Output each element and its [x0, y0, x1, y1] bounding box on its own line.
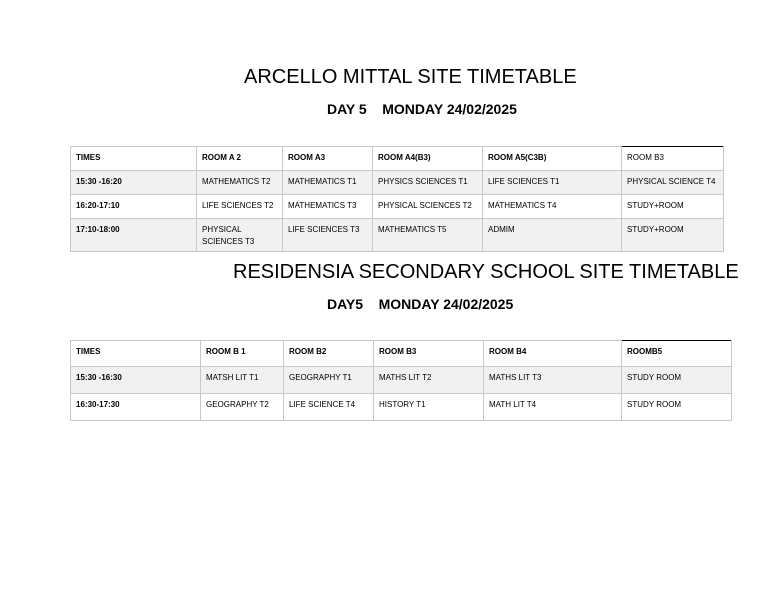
table-cell: GEOGRAPHY T1 [284, 367, 374, 394]
table-header-row [71, 147, 724, 171]
table-cell: MATHEMATICS T1 [283, 171, 373, 195]
table-cell: STUDY+ROOM [622, 195, 724, 219]
time-cell: 15:30 -16:30 [71, 367, 201, 394]
header-cell: ROOMB5 [622, 341, 732, 367]
header-cell: ROOM A5(C3B) [483, 147, 622, 171]
header-cell: TIMES [71, 147, 197, 171]
time-cell: 16:20-17:10 [71, 195, 197, 219]
table-cell: ADMIM [483, 219, 622, 252]
header-cell: ROOM B4 [484, 341, 622, 367]
table-cell: MATHS LIT T3 [484, 367, 622, 394]
timetable1-title: ARCELLO MITTAL SITE TIMETABLE [244, 66, 577, 88]
table-cell: LIFE SCIENCES T2 [197, 195, 283, 219]
header-cell: ROOM B3 [622, 147, 724, 171]
table-row [71, 195, 724, 219]
table-cell: PHYSICAL SCIENCES T3 [197, 219, 283, 252]
header-cell: ROOM A4(B3) [373, 147, 483, 171]
table-cell: MATHEMATICS T4 [483, 195, 622, 219]
table-cell: MATHEMATICS T5 [373, 219, 483, 252]
table-cell: STUDY+ROOM [622, 219, 724, 252]
table-cell: LIFE SCIENCES T3 [283, 219, 373, 252]
time-cell: 16:30-17:30 [71, 394, 201, 421]
table-cell: MATHEMATICS T3 [283, 195, 373, 219]
timetable2-table [70, 340, 732, 421]
time-cell: 17:10-18:00 [71, 219, 197, 252]
table-cell: LIFE SCIENCES T1 [483, 171, 622, 195]
table-cell: PHYSICAL SCIENCE T4 [622, 171, 724, 195]
header-cell: ROOM B2 [284, 341, 374, 367]
header-cell: ROOM A3 [283, 147, 373, 171]
table-cell: STUDY ROOM [622, 367, 732, 394]
table-cell: GEOGRAPHY T2 [201, 394, 284, 421]
table-cell: PHYSICAL SCIENCES T2 [373, 195, 483, 219]
table-cell: MATHS LIT T2 [374, 367, 484, 394]
timetable2-subtitle: DAY5 MONDAY 24/02/2025 [327, 296, 514, 312]
timetable1-subtitle: DAY 5 MONDAY 24/02/2025 [327, 101, 517, 117]
timetable1-table [70, 146, 724, 252]
table-row [71, 171, 724, 195]
header-cell: TIMES [71, 341, 201, 367]
table-row [71, 394, 732, 421]
table-cell: MATSH LIT T1 [201, 367, 284, 394]
table-cell: MATHEMATICS T2 [197, 171, 283, 195]
table-row [71, 367, 732, 394]
header-cell: ROOM A 2 [197, 147, 283, 171]
table-row [71, 219, 724, 252]
timetable2-title: RESIDENSIA SECONDARY SCHOOL SITE TIMETABLE [233, 261, 739, 283]
time-cell: 15:30 -16:20 [71, 171, 197, 195]
table-cell: LIFE SCIENCE T4 [284, 394, 374, 421]
table-cell: PHYSICS SCIENCES T1 [373, 171, 483, 195]
table-header-row [71, 341, 732, 367]
table-cell: MATH LIT T4 [484, 394, 622, 421]
table-cell: HISTORY T1 [374, 394, 484, 421]
header-cell: ROOM B3 [374, 341, 484, 367]
header-cell: ROOM B 1 [201, 341, 284, 367]
table-cell: STUDY ROOM [622, 394, 732, 421]
